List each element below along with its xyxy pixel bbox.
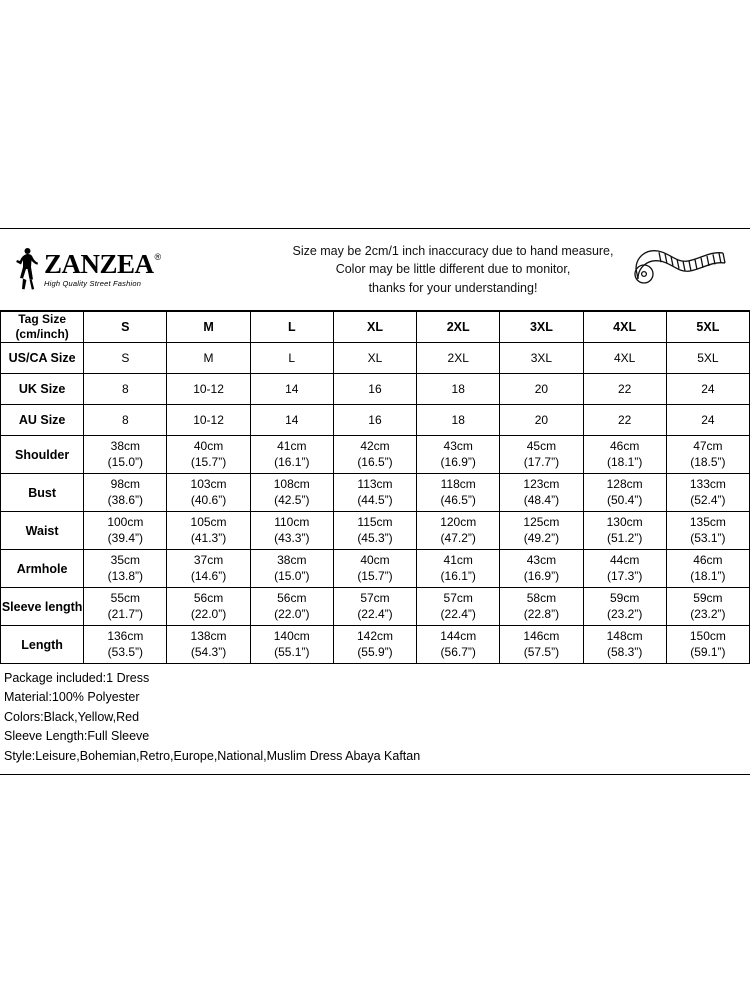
cell-cm: 146cm: [523, 628, 560, 643]
cell: 22: [583, 405, 666, 436]
size-table-body: [1, 312, 750, 664]
cell-inch: (46.5”): [440, 492, 476, 507]
cell-inch: (16.1”): [440, 568, 476, 583]
cell-inch: (53.1”): [690, 530, 726, 545]
cell: [417, 436, 500, 474]
cell-cm: 46cm: [609, 438, 640, 453]
column-header: 2XL: [417, 312, 500, 343]
table-row: [1, 550, 750, 588]
cell: [500, 626, 583, 664]
cell: M: [167, 343, 250, 374]
cell: [417, 550, 500, 588]
cell-inch: (22.4”): [440, 606, 476, 621]
table-row: [1, 626, 750, 664]
row-label: AU Size: [1, 405, 84, 436]
cell-cm: 103cm: [190, 476, 227, 491]
cell: [417, 512, 500, 550]
cell-cm: 45cm: [526, 438, 557, 453]
tag-size-header-line2: (cm/inch): [15, 327, 69, 341]
cell-cm: 125cm: [523, 514, 560, 529]
cell: [583, 550, 666, 588]
cell-inch: (41.3”): [190, 530, 227, 545]
cell: [250, 436, 333, 474]
column-header: 3XL: [500, 312, 583, 343]
cell-inch: (16.5”): [357, 454, 393, 469]
cell-cm: 41cm: [443, 552, 473, 567]
cell-inch: (52.4”): [690, 492, 726, 507]
cell-inch: (18.5”): [690, 454, 726, 469]
cell-inch: (22.0”): [274, 606, 310, 621]
cell: 2XL: [417, 343, 500, 374]
cell-inch: (43.3”): [274, 530, 310, 545]
cell-cm: 144cm: [440, 628, 477, 643]
row-label: Sleeve length: [1, 588, 84, 626]
cell-inch: (55.1”): [274, 644, 310, 659]
row-label: Length: [1, 626, 84, 664]
cell-cm: 142cm: [356, 628, 393, 643]
cell-inch: (23.2”): [690, 606, 726, 621]
product-info: [0, 664, 750, 774]
registered-mark-icon: ®: [154, 252, 162, 263]
cell-inch: (23.2”): [606, 606, 643, 621]
cell: [167, 626, 250, 664]
cell: [250, 550, 333, 588]
cell: [583, 474, 666, 512]
info-line-sleeve-length: Sleeve Length:Full Sleeve: [4, 729, 150, 744]
cell-cm: 140cm: [273, 628, 310, 643]
table-row: [1, 474, 750, 512]
cell: 22: [583, 374, 666, 405]
disclaimer-line-1: Size may be 2cm/1 inch inaccuracy due to hand measure,: [292, 244, 614, 259]
table-row: [1, 343, 750, 374]
cell-inch: (15.7”): [190, 454, 227, 469]
cell: 8: [84, 374, 167, 405]
cell-cm: 108cm: [273, 476, 310, 491]
cell-cm: 135cm: [689, 514, 726, 529]
brand-logo: [0, 247, 196, 293]
cell: [666, 550, 749, 588]
info-line-colors: Colors:Black,Yellow,Red: [4, 709, 140, 724]
table-row: [1, 512, 750, 550]
cell-inch: (16.9”): [440, 454, 476, 469]
cell: [666, 626, 749, 664]
cell: 16: [333, 405, 416, 436]
cell: [583, 626, 666, 664]
table-row: [1, 588, 750, 626]
cell-inch: (59.1”): [690, 644, 726, 659]
column-header: 4XL: [583, 312, 666, 343]
cell-cm: 105cm: [190, 514, 227, 529]
cell: [250, 588, 333, 626]
cell: [250, 626, 333, 664]
cell-cm: 46cm: [693, 552, 723, 567]
measuring-tape-icon: [628, 239, 738, 301]
cell: [417, 588, 500, 626]
cell: [84, 436, 167, 474]
cell: [666, 588, 749, 626]
cell: [666, 474, 749, 512]
cell-cm: 59cm: [609, 590, 640, 605]
cell-cm: 150cm: [689, 628, 726, 643]
cell-cm: 98cm: [110, 476, 140, 491]
cell: [84, 512, 167, 550]
cell: [167, 512, 250, 550]
cell-cm: 57cm: [360, 590, 390, 605]
cell-cm: 40cm: [193, 438, 224, 453]
cell-cm: 118cm: [440, 476, 476, 491]
cell: [500, 550, 583, 588]
cell-inch: (55.9”): [357, 644, 393, 659]
cell: 24: [666, 374, 749, 405]
cell-cm: 115cm: [357, 514, 393, 529]
cell: [583, 436, 666, 474]
cell-inch: (53.5”): [107, 644, 143, 659]
cell: [500, 474, 583, 512]
cell: 8: [84, 405, 167, 436]
cell-cm: 41cm: [277, 438, 307, 453]
cell-inch: (18.1”): [606, 454, 643, 469]
cell: [583, 588, 666, 626]
cell: [84, 588, 167, 626]
cell-inch: (40.6”): [190, 492, 227, 507]
cell-inch: (14.6”): [190, 568, 227, 583]
brand-name: ZANZEA: [44, 249, 154, 280]
cell: [84, 474, 167, 512]
table-row: [1, 436, 750, 474]
cell-cm: 130cm: [606, 514, 643, 529]
cell-inch: (44.5”): [357, 492, 393, 507]
cell: 10-12: [167, 405, 250, 436]
column-header: S: [84, 312, 167, 343]
cell-inch: (38.6”): [107, 492, 143, 507]
row-label: Bust: [1, 474, 84, 512]
cell-inch: (47.2”): [440, 530, 476, 545]
tag-size-header-line1: Tag Size: [18, 312, 66, 326]
cell-cm: 43cm: [443, 438, 473, 453]
cell-cm: 38cm: [277, 552, 307, 567]
cell-inch: (15.0”): [107, 454, 143, 469]
cell-cm: 40cm: [360, 552, 390, 567]
column-header: XL: [333, 312, 416, 343]
row-label: Waist: [1, 512, 84, 550]
row-label: Shoulder: [1, 436, 84, 474]
column-header: L: [250, 312, 333, 343]
cell: [583, 512, 666, 550]
cell-inch: (45.3”): [357, 530, 393, 545]
column-header: M: [167, 312, 250, 343]
cell-cm: 42cm: [360, 438, 390, 453]
cell-inch: (51.2”): [606, 530, 643, 545]
cell-cm: 57cm: [443, 590, 473, 605]
cell-cm: 138cm: [190, 628, 227, 643]
cell: [250, 474, 333, 512]
cell-inch: (39.4”): [107, 530, 143, 545]
disclaimer-line-2: Color may be little different due to monitor,: [335, 262, 571, 277]
size-table: [0, 311, 750, 664]
cell-inch: (15.0”): [274, 568, 310, 583]
cell: [500, 512, 583, 550]
cell: 18: [417, 374, 500, 405]
cell: [333, 626, 416, 664]
woman-figure-icon: [14, 247, 40, 293]
cell-cm: 123cm: [523, 476, 560, 491]
cell: [417, 474, 500, 512]
cell: [167, 550, 250, 588]
cell: [333, 550, 416, 588]
cell-cm: 58cm: [526, 590, 557, 605]
cell-cm: 44cm: [609, 552, 640, 567]
cell: [84, 626, 167, 664]
cell-inch: (22.0”): [190, 606, 227, 621]
cell-cm: 113cm: [357, 476, 393, 491]
cell-inch: (48.4”): [523, 492, 560, 507]
size-chart-card: [0, 228, 750, 775]
cell: 24: [666, 405, 749, 436]
cell-cm: 100cm: [107, 514, 144, 529]
cell: [333, 512, 416, 550]
cell-inch: (13.8”): [107, 568, 143, 583]
cell: S: [84, 343, 167, 374]
cell: 5XL: [666, 343, 749, 374]
cell: [167, 474, 250, 512]
cell: [167, 588, 250, 626]
cell-cm: 148cm: [606, 628, 643, 643]
column-header: 5XL: [666, 312, 749, 343]
cell-inch: (17.3”): [606, 568, 643, 583]
cell-inch: (18.1”): [690, 568, 726, 583]
cell: [250, 512, 333, 550]
cell-cm: 55cm: [110, 590, 140, 605]
cell: 20: [500, 374, 583, 405]
cell: [84, 550, 167, 588]
cell: 16: [333, 374, 416, 405]
cell: [333, 474, 416, 512]
cell-inch: (49.2”): [523, 530, 560, 545]
cell: 14: [250, 374, 333, 405]
cell-inch: (16.9”): [523, 568, 560, 583]
cell-cm: 120cm: [440, 514, 477, 529]
chart-header: [0, 229, 750, 311]
cell: L: [250, 343, 333, 374]
cell: [167, 436, 250, 474]
info-line-material: Material:100% Polyester: [4, 690, 140, 705]
tag-size-header: [1, 312, 84, 343]
cell: 10-12: [167, 374, 250, 405]
cell: XL: [333, 343, 416, 374]
cell: 18: [417, 405, 500, 436]
table-row: [1, 374, 750, 405]
cell-inch: (58.3”): [606, 644, 643, 659]
cell: 14: [250, 405, 333, 436]
cell: [333, 588, 416, 626]
cell-cm: 136cm: [107, 628, 144, 643]
cell-inch: (22.4”): [357, 606, 393, 621]
cell-inch: (16.1”): [274, 454, 310, 469]
table-header-row: [1, 312, 750, 343]
cell-cm: 128cm: [606, 476, 643, 491]
cell-inch: (21.7”): [107, 606, 143, 621]
cell-inch: (17.7”): [523, 454, 560, 469]
cell: [666, 512, 749, 550]
brand-tagline: High Quality Street Fashion: [44, 279, 142, 289]
cell-cm: 110cm: [274, 514, 310, 529]
cell-cm: 56cm: [277, 590, 307, 605]
table-row: [1, 405, 750, 436]
row-label: UK Size: [1, 374, 84, 405]
cell-inch: (15.7”): [357, 568, 393, 583]
info-line-package: Package included:1 Dress: [4, 671, 150, 685]
cell: 4XL: [583, 343, 666, 374]
cell-inch: (50.4”): [606, 492, 643, 507]
cell-cm: 47cm: [693, 438, 723, 453]
cell: [417, 626, 500, 664]
cell: [500, 436, 583, 474]
cell-cm: 35cm: [110, 552, 140, 567]
cell-cm: 56cm: [193, 590, 224, 605]
cell-inch: (22.8”): [523, 606, 560, 621]
info-line-style: Style:Leisure,Bohemian,Retro,Europe,National,Muslim Dress Abaya Kaftan: [4, 748, 421, 763]
cell-inch: (57.5”): [523, 644, 560, 659]
cell-inch: (54.3”): [190, 644, 227, 659]
cell: [333, 436, 416, 474]
cell-cm: 43cm: [526, 552, 557, 567]
disclaimer-line-3: thanks for your understanding!: [368, 280, 538, 295]
cell: [666, 436, 749, 474]
cell-cm: 59cm: [693, 590, 723, 605]
cell: 3XL: [500, 343, 583, 374]
cell-cm: 133cm: [689, 476, 726, 491]
cell-inch: (56.7”): [440, 644, 476, 659]
cell-inch: (42.5”): [274, 492, 310, 507]
cell: 20: [500, 405, 583, 436]
row-label: Armhole: [1, 550, 84, 588]
row-label: US/CA Size: [1, 343, 84, 374]
cell-cm: 37cm: [193, 552, 224, 567]
cell-cm: 38cm: [110, 438, 140, 453]
cell: [500, 588, 583, 626]
